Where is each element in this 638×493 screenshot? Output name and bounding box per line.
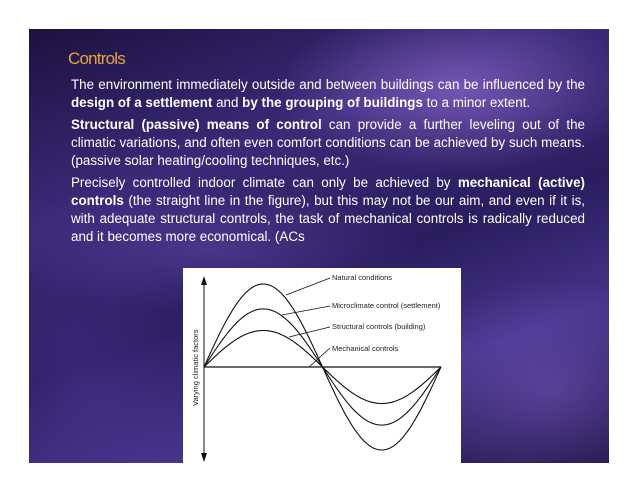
leader-microclimate <box>282 306 330 315</box>
paragraph-settlement <box>71 76 585 112</box>
body-text-run: to a minor extent. <box>422 95 531 110</box>
body-text-run: The environment immediately outside and between buildings can be influenced by the <box>71 77 585 92</box>
slide-body <box>71 76 585 250</box>
emphasis-text: mechanical (active) controls <box>71 175 585 208</box>
climate-control-figure <box>183 268 461 463</box>
emphasis-text: design of a settlement <box>71 95 213 110</box>
leader-natural <box>286 278 330 295</box>
slide-title: Controls <box>68 49 125 68</box>
label-natural-conditions: Natural conditions <box>332 273 393 282</box>
label-microclimate-control: Microclimate control (settlement) <box>332 301 441 310</box>
body-text-run: can provide a further leveling out of the climatic variations, and often even comfort conditions can be achieved by such means. (passive solar heating/cooling techniques, etc.) <box>71 117 585 168</box>
slide <box>29 29 609 463</box>
climate-control-diagram <box>183 268 461 463</box>
body-text-run: Precisely controlled indoor climate can only be achieved by <box>71 175 458 190</box>
emphasis-text: by the grouping of buildings <box>242 95 423 110</box>
emphasis-text: Structural (passive) means of control <box>71 117 322 132</box>
paragraph-mechanical <box>71 174 585 246</box>
label-structural-controls: Structural controls (building) <box>332 322 426 331</box>
paragraph-structural <box>71 116 585 170</box>
y-axis-top-arrow <box>201 276 207 285</box>
y-axis-bottom-arrow <box>201 453 207 462</box>
body-text-run: and <box>212 95 243 110</box>
y-axis-label: Varying climatic factors <box>191 329 200 406</box>
body-text-run: (the straight line in the figure), but this may not be our aim, and even if it is, with adequate structural controls, the task of mechanical controls is radically reduced and it becomes more economical. (ACs <box>71 193 585 244</box>
label-mechanical-controls: Mechanical controls <box>332 344 399 353</box>
